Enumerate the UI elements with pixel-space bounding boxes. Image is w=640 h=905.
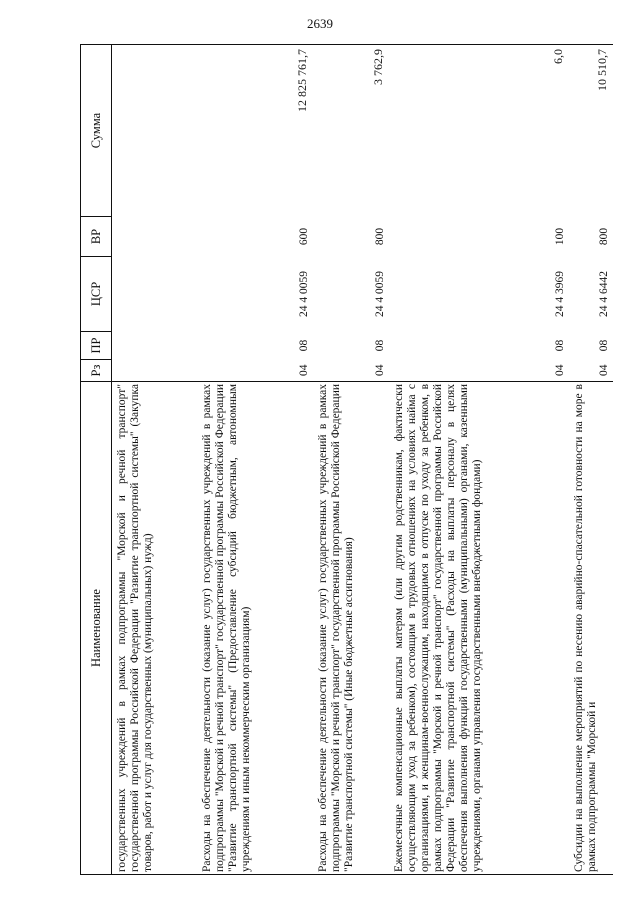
row-sum <box>112 45 197 217</box>
row-csr: 24 4 0059 <box>373 271 386 317</box>
rotated-document <box>80 45 620 875</box>
row-csr: 24 4 6442 <box>597 271 610 317</box>
row-name: Расходы на обеспечение деятельности (оказание услуг) государственных учреждений в рамках подпрограммы "Морской и речной транспорт" государственной программы Российской Федерации "Развитие транспортной системы" (Иные бюджетные ассигнования) <box>313 382 389 875</box>
row-vr: 600 <box>297 227 310 246</box>
row-name: Расходы на обеспечение деятельности (оказание услуг) государственных учреждений в рамках подпрограммы "Морской и речной транспорт" государственной программы Российской Федерации "Развитие транспортной системы" (Предоставление субсидий бюджетным, автономным учреждениям и иным некоммерческим организациям) <box>197 382 313 875</box>
row-name: государственных учреждений в рамках подпрограммы "Морской и речной транспорт" государственной программы Российской Федерации "Развитие транспортной системы" (Закупка товаров, работ и услуг для государственных (муниципальных) нужд) <box>112 382 197 875</box>
row-csr: 24 4 0059 <box>297 271 310 317</box>
header-csr: ЦСР <box>81 257 112 332</box>
row-pr: 08 <box>553 339 566 352</box>
row-rz: 04 <box>297 364 310 376</box>
row-vr <box>112 217 197 257</box>
header-name: Наименование <box>81 382 112 875</box>
row-sum: 3 762,9 <box>313 45 389 217</box>
table-row <box>313 45 389 875</box>
table-row <box>197 45 313 875</box>
table-row <box>112 45 197 875</box>
table-row <box>569 45 613 875</box>
budget-table <box>80 44 613 875</box>
header-pr: ПР <box>81 332 112 360</box>
row-pr: 08 <box>597 339 610 352</box>
row-rz <box>112 360 197 382</box>
row-vr: 800 <box>373 227 386 246</box>
row-csr: 24 4 3969 <box>553 271 566 317</box>
row-vr: 100 <box>553 227 566 246</box>
row-pr: 08 <box>373 339 386 352</box>
row-rz: 04 <box>553 364 566 376</box>
row-sum: 6,0 <box>389 45 569 217</box>
row-sum: 10 510,7 <box>569 45 613 217</box>
table-row <box>389 45 569 875</box>
row-sum: 12 825 761,7 <box>197 45 313 217</box>
header-rz: Рз <box>81 360 112 382</box>
row-name: Ежемесячные компенсационные выплаты матерям (или другим родственникам, фактически осуществляющим уход за ребенком), состоящим в трудовых отношениях на условиях найма с организациями, и женщинам-военнослужащим, находящимся в отпуске по уходу за ребенком, в рамках подпрограммы "Морской и речной транспорт" государственной программы Российской Федерации "Развитие транспортной системы" (Расходы на выплаты персоналу в целях обеспечения выполнения функций государственными (муниципальными) органами, казенными учреждениями, органами управления государственными внебюджетными фондами) <box>389 382 569 875</box>
header-row <box>81 45 112 875</box>
row-name: Субсидии на выполнение мероприятий по несению аварийно-спасательной готовности на море в рамках подпрограммы "Морской и <box>569 382 613 875</box>
page-number: 2639 <box>307 16 333 31</box>
header-vr: ВР <box>81 217 112 257</box>
header-sum: Сумма <box>81 45 112 217</box>
row-pr <box>112 332 197 360</box>
row-csr <box>112 257 197 332</box>
row-vr: 800 <box>597 227 610 246</box>
row-rz: 04 <box>597 364 610 376</box>
row-rz: 04 <box>373 364 386 376</box>
row-pr: 08 <box>297 339 310 352</box>
